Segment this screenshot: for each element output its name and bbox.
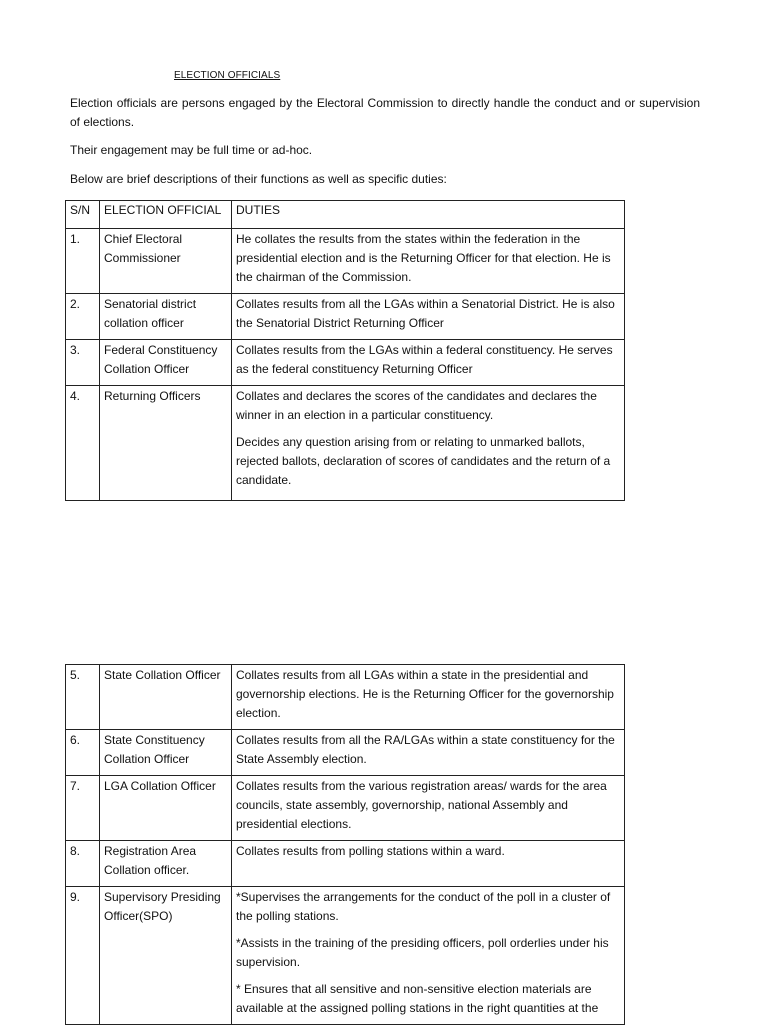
row-official: Federal Constituency Collation Officer bbox=[100, 340, 232, 386]
descriptions-paragraph: Below are brief descriptions of their functions as well as specific duties: bbox=[70, 172, 447, 186]
header-duties: DUTIES bbox=[232, 201, 625, 229]
row-official: Senatorial district collation officer bbox=[100, 294, 232, 340]
row-official: LGA Collation Officer bbox=[100, 776, 232, 841]
duty-text: Collates results from all the RA/LGAs within a state constituency for the State Assembly election. bbox=[236, 733, 615, 766]
duty-text: Collates results from all the LGAs within a Senatorial District. He is also the Senatorial District Returning Officer bbox=[236, 297, 615, 330]
row-sn: 3. bbox=[66, 340, 100, 386]
row-sn: 5. bbox=[66, 665, 100, 730]
duty-text: Collates results from all LGAs within a state in the presidential and governorship elections. He is the Returning Officer for the governorship election. bbox=[236, 668, 614, 720]
table-row bbox=[66, 665, 625, 730]
row-official: Supervisory Presiding Officer(SPO) bbox=[100, 887, 232, 1025]
row-sn: 4. bbox=[66, 386, 100, 501]
table-row bbox=[66, 887, 625, 1025]
duty-text: *Assists in the training of the presiding officers, poll orderlies under his supervision. bbox=[236, 936, 609, 969]
duty-text: Decides any question arising from or relating to unmarked ballots, rejected ballots, declaration of scores of candidates and the return of a candidate. bbox=[236, 435, 611, 487]
duty-text: Collates results from the various registration areas/ wards for the area councils, state assembly, governorship, national Assembly and presidential elections. bbox=[236, 779, 607, 831]
row-duties bbox=[232, 665, 625, 730]
row-sn: 6. bbox=[66, 730, 100, 776]
row-duties bbox=[232, 294, 625, 340]
document-heading: ELECTION OFFICIALS bbox=[174, 70, 281, 81]
table-row bbox=[66, 229, 625, 294]
row-duties bbox=[232, 730, 625, 776]
row-sn: 7. bbox=[66, 776, 100, 841]
row-sn: 9. bbox=[66, 887, 100, 1025]
row-duties bbox=[232, 229, 625, 294]
row-sn: 8. bbox=[66, 841, 100, 887]
header-official: ELECTION OFFICIAL bbox=[100, 201, 232, 229]
duty-text: Collates results from polling stations within a ward. bbox=[236, 844, 505, 858]
row-sn: 1. bbox=[66, 229, 100, 294]
table-row bbox=[66, 294, 625, 340]
row-official: Returning Officers bbox=[100, 386, 232, 501]
row-duties bbox=[232, 887, 625, 1025]
engagement-paragraph: Their engagement may be full time or ad-hoc. bbox=[70, 143, 313, 157]
duty-text: *Supervises the arrangements for the conduct of the poll in a cluster of the polling stations. bbox=[236, 890, 611, 923]
duty-text: He collates the results from the states within the federation in the presidential election and is the Returning Officer for that election. He is the chairman of the Commission. bbox=[236, 232, 611, 284]
row-official: State Constituency Collation Officer bbox=[100, 730, 232, 776]
row-sn: 2. bbox=[66, 294, 100, 340]
row-duties bbox=[232, 340, 625, 386]
row-duties bbox=[232, 841, 625, 887]
duty-text: * Ensures that all sensitive and non-sensitive election materials are available at the assigned polling stations in the right quantities at the bbox=[236, 982, 599, 1015]
officials-table-part-2 bbox=[65, 664, 625, 1025]
header-sn: S/N bbox=[66, 201, 100, 229]
duty-text: Collates and declares the scores of the candidates and declares the winner in an election in a particular constituency. bbox=[236, 389, 597, 422]
table-row bbox=[66, 730, 625, 776]
row-official: Registration Area Collation officer. bbox=[100, 841, 232, 887]
duty-text: Collates results from the LGAs within a federal constituency. He serves as the federal constituency Returning Officer bbox=[236, 343, 613, 376]
table-header-row bbox=[66, 201, 625, 229]
table-row bbox=[66, 340, 625, 386]
row-duties bbox=[232, 776, 625, 841]
row-official: Chief Electoral Commissioner bbox=[100, 229, 232, 294]
table-row bbox=[66, 841, 625, 887]
officials-table-part-1 bbox=[65, 200, 625, 501]
row-duties bbox=[232, 386, 625, 501]
table-row bbox=[66, 386, 625, 501]
table-row bbox=[66, 776, 625, 841]
intro-paragraph: Election officials are persons engaged by the Electoral Commission to directly handle the conduct and or supervision of elections. bbox=[70, 96, 700, 129]
row-official: State Collation Officer bbox=[100, 665, 232, 730]
